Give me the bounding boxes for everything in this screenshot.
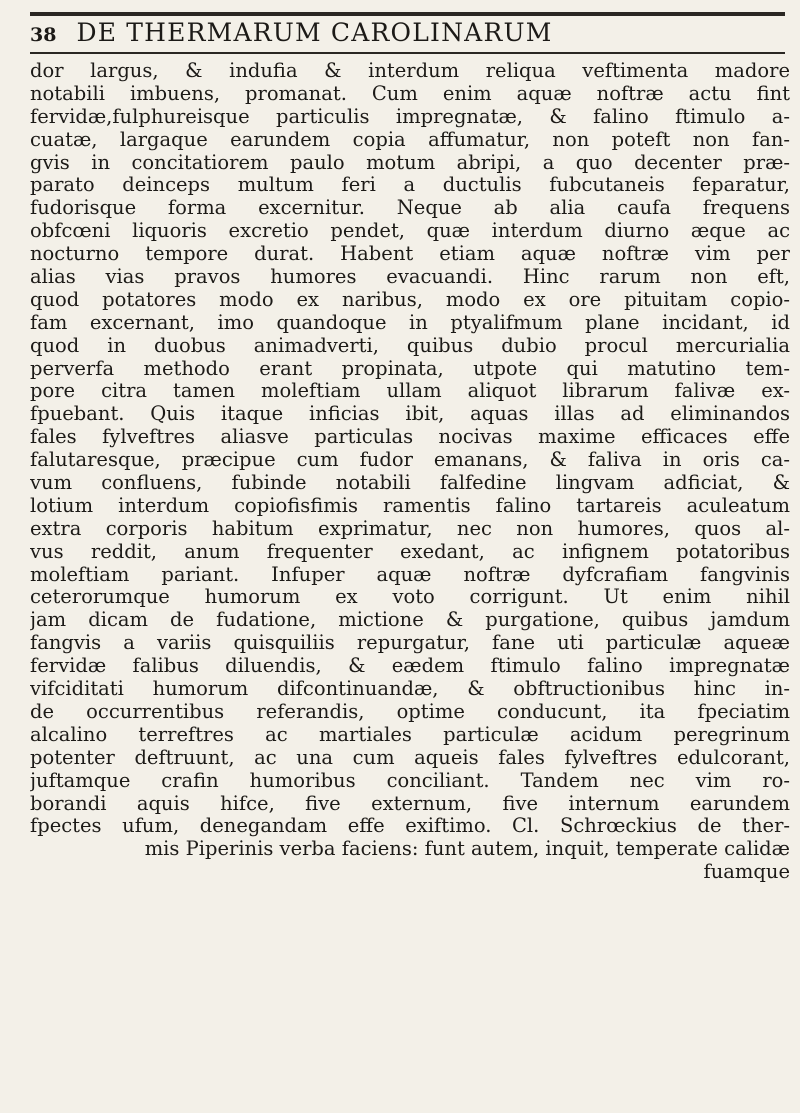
text-line: vus reddit, anum frequenter exedant, ac infignem potatoribus (30, 540, 790, 563)
text-line: mis Piperinis verba faciens: funt autem, inquit, temperate calidæ (144, 838, 790, 861)
text-line: alcalino terreftres ac martiales particulæ acidum peregrinum (30, 723, 790, 746)
text-line: de occurrentibus referandis, optime conducunt, ita fpeciatim (30, 700, 790, 723)
header-rule (30, 52, 785, 54)
text-line: vum confluens, fubinde notabili falfedine lingvam adficiat, & (30, 472, 790, 495)
text-line: pore citra tamen moleftiam ullam aliquot librarum falivæ ex- (30, 380, 790, 403)
text-line: borandi aquis hifce, five externum, five internum earundem (30, 792, 790, 815)
page-header (30, 18, 785, 52)
page-number: 38 (30, 24, 57, 46)
text-line: cuatæ, largaque earundem copia affumatur, non poteft non fan- (30, 128, 790, 151)
text-line: ceterorumque humorum ex voto corrigunt. Ut enim nihil (30, 586, 790, 609)
text-line: lotium interdum copiofisfimis ramentis falino tartareis aculeatum (30, 494, 790, 517)
running-head: DE THERMARUM CAROLINARUM (76, 18, 553, 47)
text-line: fpuebant. Quis itaque inficias ibit, aquas illas ad eliminandos (30, 403, 790, 426)
text-line: fpectes ufum, denegandam effe exiftimo. Cl. Schrœckius de ther- (30, 815, 790, 838)
text-line: nocturno tempore durat. Habent etiam aquæ noftræ vim per (30, 243, 790, 266)
top-rule (30, 12, 785, 16)
text-line: falutaresque, præcipue cum fudor emanans, & faliva in oris ca- (30, 449, 790, 472)
text-line: quod potatores modo ex naribus, modo ex ore pituitam copio- (30, 288, 790, 311)
text-line: vifciditati humorum difcontinuandæ, & obftructionibus hinc in- (30, 678, 790, 701)
text-line: potenter deftruunt, ac una cum aqueis fales fylveftres edulcorant, (30, 746, 790, 769)
text-line: fervidæ falibus diluendis, & eædem ftimulo falino impregnatæ (30, 655, 790, 678)
text-line: fales fylveftres aliasve particulas nocivas maxime efficaces effe (30, 426, 790, 449)
text-line: jam dicam de fudatione, mictione & purgatione, quibus jamdum (30, 609, 790, 632)
text-line: fam excernant, imo quandoque in ptyalifmum plane incidant, id (30, 311, 790, 334)
text-line: obfcœni liquoris excretio pendet, quæ interdum diurno æque ac (30, 220, 790, 243)
text-line: extra corporis habitum exprimatur, nec non humores, quos al- (30, 517, 790, 540)
text-line: moleftiam pariant. Infuper aquæ noftræ dyfcrafiam fangvinis (30, 563, 790, 586)
text-line: gvis in concitatiorem paulo motum abripi, a quo decenter præ- (30, 151, 790, 174)
text-line: parato deinceps multum feri a ductulis fubcutaneis feparatur, (30, 174, 790, 197)
text-line: alias vias pravos humores evacuandi. Hinc rarum non eft, (30, 266, 790, 289)
text-line: juftamque crafin humoribus conciliant. Tandem nec vim ro- (30, 769, 790, 792)
text-line: quod in duobus animadverti, quibus dubio procul mercurialia (30, 334, 790, 357)
text-line: dor largus, & indufia & interdum reliqua veftimenta madore (30, 60, 790, 82)
body-text (30, 60, 790, 884)
text-line: fudorisque forma excernitur. Neque ab alia caufa frequens (30, 197, 790, 220)
text-line: fangvis a variis quisquiliis repurgatur, fane uti particulæ aqueæ (30, 632, 790, 655)
text-line: fervidæ,fulphureisque particulis impregnatæ, & falino ftimulo a- (30, 105, 790, 128)
catchword: fuamque (703, 861, 790, 884)
text-line: perverfa methodo erant propinata, utpote qui matutino tem- (30, 357, 790, 380)
text-line: notabili imbuens, promanat. Cum enim aquæ noftræ actu fint (30, 82, 790, 105)
